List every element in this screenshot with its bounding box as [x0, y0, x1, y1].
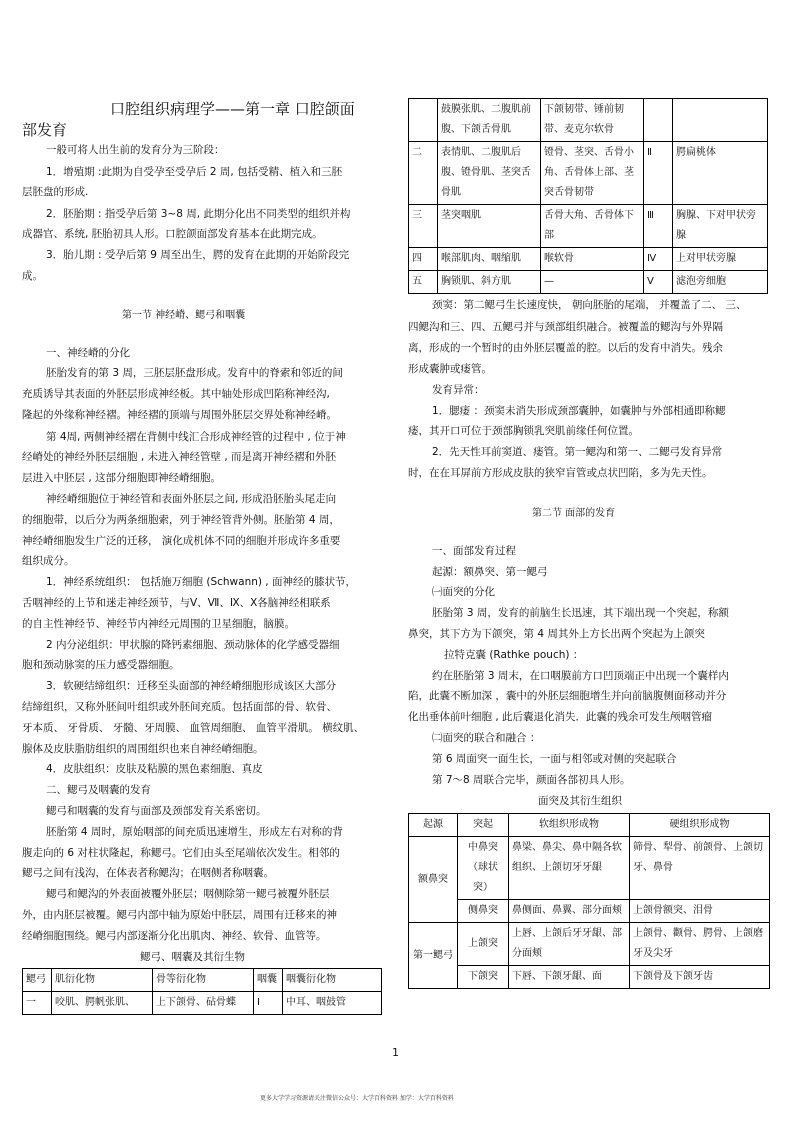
table-cell: 咬肌、腭帆张肌、 [52, 992, 153, 1015]
heading: 一、神经嵴的分化 [46, 347, 130, 359]
table-cell: 上对甲状旁腺 [673, 248, 768, 271]
table-cell: 额鼻突 [409, 837, 458, 923]
table-cell: Ⅴ [644, 271, 673, 294]
table-cell: 上颌骨、颧骨、腭骨、上颌磨牙及尖牙 [630, 923, 770, 966]
body-line: 牙本质、 牙骨质、 牙髓、牙周膜、 血管周细胞、 血管平滑肌。 横纹肌、 [22, 722, 365, 734]
facial-process-table [408, 813, 770, 989]
body-line: 外，由内胚层被覆。鳃弓内部中轴为原始中胚层，周围有迁移来的神 [22, 909, 337, 921]
body-line: 经嵴细胞围绕。鳃弓内部逐渐分化出肌肉、神经、软骨、血管等。 [22, 930, 327, 942]
body-line: 时，在在耳屏前方形成皮肤的狭窄盲管或点状凹陷，多为先天性。 [408, 467, 713, 479]
table-cell: 第一鳃弓 [409, 923, 458, 989]
table-row [409, 966, 770, 989]
table-row [409, 142, 768, 205]
body-line: 胚胎第 3 周，发育的前脑生长迅速，其下端出现一个突起，称额 [432, 607, 729, 619]
body-line: 颈窦：第二鳃弓生长速度快， 朝向胚胎的尾端， 并覆盖了二、 三、 [432, 299, 747, 311]
section-title: 第二节 面部的发育 [532, 508, 616, 519]
heading: 二、鳃弓及咽囊的发育 [46, 784, 151, 796]
body-line: 鼻突，其下方为下颌突，第 4 周其外上方长出两个突起为上颌突 [408, 628, 705, 640]
table-cell: Ⅰ [254, 992, 283, 1015]
table-cell: 喉软骨 [541, 248, 644, 271]
table-cell: 上唇、上颌后牙牙龈、部分面颊 [509, 923, 630, 966]
table-header: 咽囊 [254, 969, 283, 992]
para: 层胚盘的形成. [22, 186, 89, 198]
arch-table [22, 968, 382, 1015]
table-cell: 下颌骨及下颌牙齿 [630, 966, 770, 989]
body-line: 2．先天性耳前窦道、瘘管。第一鳃沟和第一、二鳃弓发育异常 [432, 446, 723, 458]
body-line: 第 4周, 两侧神经褶在背侧中线汇合形成神经管的过程中 , 位于神 [46, 431, 346, 443]
body-line: 鳃弓和咽囊的发育与面部及颈部发育关系密切。 [46, 805, 267, 817]
table-cell: 五 [409, 271, 438, 294]
table-header: 鳃弓 [23, 969, 52, 992]
section-title: 第一节 神经嵴、鳃弓和咽囊 [122, 310, 246, 321]
body-line: 约在胚胎第 3 周末，在口咽膜前方口凹顶端正中出现一个囊样内 [432, 670, 729, 682]
body-line: 鳃弓和鳃沟的外表面被覆外胚层；咽侧除第一鳃弓被覆外胚层 [46, 888, 330, 900]
body-line: 第 6 周面突一面生长，一面与相邻或对侧的突起联合 [432, 753, 677, 765]
table-cell: 腭扁桃体 [673, 142, 768, 205]
table-row [409, 248, 768, 271]
body-line: 4．皮肤组织：皮肤及粘膜的黑色素细胞、真皮 [46, 763, 263, 775]
page-title-cont: 部发育 [22, 121, 68, 139]
table-cell: 下唇、下颌牙龈、面 [509, 966, 630, 989]
body-line: 层进入中胚层 , 这部分细胞即神经嵴细胞。 [22, 472, 222, 484]
body-line: 瘘，其开口可位于颈部胸锁乳突肌前缘任何位置。 [408, 425, 639, 437]
table-cell: 表情肌、二腹肌后腹、镫骨肌、茎突舌骨肌 [438, 142, 541, 205]
table-cell: 四 [409, 248, 438, 271]
table-cell: 胸腺、下对甲状旁腺 [673, 205, 768, 248]
body-line: 胚胎第 4 周时，原始咽部的间充质迅速增生，形成左右对称的背 [46, 826, 343, 838]
body-line: 陷，此囊不断加深 ，囊中的外胚层细胞增生并向前脑腹侧面移动并分 [408, 690, 727, 702]
body-line: 化出垂体前叶细胞 , 此后囊退化消失．此囊的残余可发生颅咽管瘤 [408, 711, 713, 723]
body-line: 胞和颈动脉窦的压力感受器细胞。 [22, 659, 180, 671]
arch-table-continued [408, 98, 768, 294]
body-line: 形成囊肿或瘘管。 [408, 363, 492, 375]
heading: 一、面部发育过程 [432, 545, 516, 557]
table-row [409, 923, 770, 966]
table-row [409, 900, 770, 923]
body-line: 结缔组织，又称外胚间叶组织或外胚间充质。包括面部的骨、软骨、 [22, 701, 337, 713]
body-line: ㈡面突的联合和融合 ： [432, 732, 541, 744]
body-line: 2 内分泌组织：甲状腺的降钙素细胞、颈动脉体的化学感受器细 [46, 639, 340, 651]
table-header: 骨等衍化物 [153, 969, 254, 992]
body-line: 胚胎发育的第 3 周，三胚层胚盘形成。发育中的脊索和邻近的间 [46, 367, 343, 379]
table-cell: 下颌突 [458, 966, 509, 989]
table-cell: 鼻梁、鼻尖、鼻中隔各软组织、上颌切牙牙龈 [509, 837, 630, 900]
table-cell: 喉部肌肉、咽缩肌 [438, 248, 541, 271]
table-header: 软组织形成物 [509, 814, 630, 837]
body-line: 组织成分。 [22, 555, 75, 567]
table-header-row [409, 814, 770, 837]
table-row [23, 992, 382, 1015]
table-header: 肌衍化物 [52, 969, 153, 992]
body-line: ㈠面突的分化 [432, 586, 495, 598]
body-line: 1．神经系统组织： 包括施万细胞 (Schwann) , 面神经的膝状节， [46, 576, 356, 588]
body-line: 神经嵴细胞发生广泛的迁移， 演化成机体不同的细胞并形成许多重要 [22, 535, 341, 547]
body-line: 拉特克囊 (Rathke pouch) ： [444, 649, 584, 661]
table-header: 硬组织形成物 [630, 814, 770, 837]
body-line: 1．腮瘘 ：颈窦未消失形成颈部囊肿，如囊肿与外部相通即称鳃 [432, 405, 726, 417]
table-cell: 鼓膜张肌、二腹肌前腹、下颌舌骨肌 [438, 99, 541, 142]
page-number: 1 [392, 1046, 399, 1059]
table-cell: 三 [409, 205, 438, 248]
table-cell: 一 [23, 992, 52, 1015]
table-header: 起源 [409, 814, 458, 837]
table-caption: 面突及其衍生组织 [538, 795, 622, 807]
table-cell: 侧鼻突 [458, 900, 509, 923]
table-cell: 舌骨大角、舌骨体下部 [541, 205, 644, 248]
para: 一般可将人出生前的发育分为三阶段： [46, 144, 225, 156]
table-cell: 上颌突 [458, 923, 509, 966]
table-row [409, 271, 768, 294]
para: 2．胚胎期 : 指受孕后第 3~8 周, 此期分化出不同类型的组织并构 [46, 208, 351, 220]
body-line: 隆起的外缘称神经褶。神经褶的顶端与周围外胚层交界处称神经嵴。 [22, 409, 337, 421]
table-cell [644, 99, 673, 142]
body-line: 第 7～8 周联合完毕，颜面各部初具人形。 [432, 774, 631, 786]
para: 3．胎儿期 : 受孕后第 9 周至出生，腭的发育在此期的开始阶段完 [46, 249, 350, 261]
table-header: 突起 [458, 814, 509, 837]
para: 1．增殖期 :此期为自受孕至受孕后 2 周, 包括受精、植入和三胚 [46, 166, 343, 178]
table-cell: 滤泡旁细胞 [673, 271, 768, 294]
body-line: 的细胞带，以后分为两条细胞索，列于神经管背外侧。胚胎第 4 周， [22, 514, 340, 526]
table-cell: Ⅳ [644, 248, 673, 271]
body-line: 鳃弓之间有浅沟，在体表者称鳃沟；在咽侧者称咽囊。 [22, 867, 274, 879]
table-row [409, 205, 768, 248]
table-cell: 胸锁肌、斜方肌 [438, 271, 541, 294]
table-cell: 镫骨、茎突、舌骨小角、舌骨体上部、茎突舌骨韧带 [541, 142, 644, 205]
page-title: 口腔组织病理学——第一章 口腔颌面 [110, 100, 355, 118]
footer-note: 更多大学学习资源请关注微信公众号：大学百科资料 加学：大学百科资料 [260, 1095, 454, 1102]
table-cell: 鼻侧面、鼻翼、部分面颊 [509, 900, 630, 923]
body-line: 神经嵴细胞位于神经管和表面外胚层之间, 形成沿胚胎头尾走向 [46, 493, 337, 505]
table-cell: 下颌韧带、锤前韧带、麦克尔软骨 [541, 99, 644, 142]
body-line: 腹走向的 6 对柱状隆起，称鳃弓。它们由头至尾端依次发生。相邻的 [22, 847, 340, 859]
table-row [409, 99, 768, 142]
table-cell: 中鼻突（球状突） [458, 837, 509, 900]
table-cell: 上颌骨额突、泪骨 [630, 900, 770, 923]
body-line: 经嵴处的神经外胚层细胞 , 未进入神经管壁 , 而是离开神经褶和外胚 [22, 451, 337, 463]
table-cell: Ⅱ [644, 142, 673, 205]
table-cell [409, 99, 438, 142]
body-line: 充质诱导其表面的外胚层形成神经板。其中轴处形成凹陷称神经沟, [22, 388, 330, 400]
para: 成器官、系统, 胚胎初具人形。口腔颌面部发育基本在此期完成。 [22, 228, 323, 240]
heading: 发育异常： [432, 384, 485, 396]
body-line: 的自主性神经节、神经节内神经元周围的卫星细胞，脑膜。 [22, 618, 295, 630]
table-cell [673, 99, 768, 142]
table-cell: Ⅲ [644, 205, 673, 248]
body-line: 四鳃沟和三、四、五鳃弓并与颈部组织融合。被覆盖的鳃沟与外界隔 [408, 321, 723, 333]
table-row [409, 837, 770, 900]
table-cell: — [541, 271, 644, 294]
table-cell: 二 [409, 142, 438, 205]
body-line: 舌咽神经的上节和迷走神经颈节，与Ⅴ、Ⅶ、Ⅸ、Ⅹ各脑神经相联系 [22, 597, 331, 609]
table-cell: 上下颌骨、砧骨蝶 [153, 992, 254, 1015]
body-line: 3．软硬结缔组织：迁移至头面部的神经嵴细胞形成该区大部分 [46, 680, 337, 692]
table-header: 咽囊衍化物 [283, 969, 382, 992]
table-header-row [23, 969, 382, 992]
table-cell: 中耳、咽鼓管 [283, 992, 382, 1015]
para: 成。 [22, 270, 43, 282]
body-line: 起源：额鼻突、第一鳃弓 [432, 566, 548, 578]
body-line: 腺体及皮肤脂肪组织的周围组织也来自神经嵴细胞。 [22, 743, 264, 755]
body-line: 离，形成的一个暂时的由外胚层覆盖的腔。以后的发育中消失。残余 [408, 342, 723, 354]
table-cell: 筛骨、犁骨、前颌骨、上颌切牙、鼻骨 [630, 837, 770, 900]
table-caption: 鳃弓、咽囊及其衍生物 [140, 951, 245, 963]
table-cell: 茎突咽肌 [438, 205, 541, 248]
